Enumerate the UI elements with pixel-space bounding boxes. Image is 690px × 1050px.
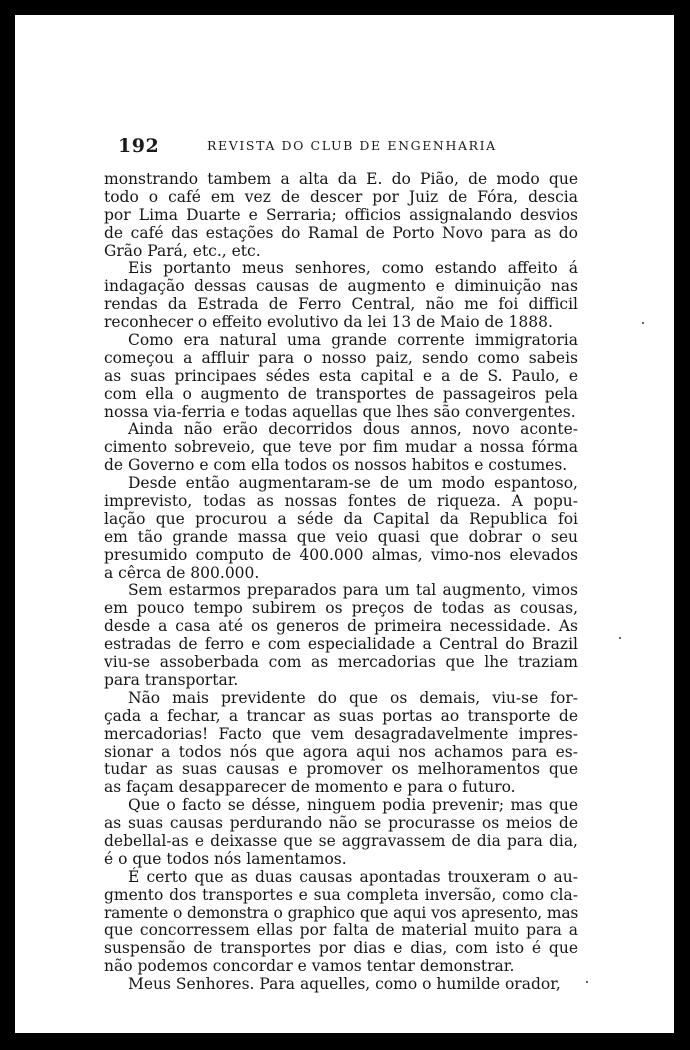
text-line: Desde então augmentaram-se de um modo espantoso, bbox=[128, 474, 578, 493]
text-line: para transportar. bbox=[104, 670, 239, 689]
text-line: com ella o augmento de transportes de passageiros pela bbox=[104, 384, 578, 403]
text-line: Meus Senhores. Para aquelles, como o humilde orador, bbox=[128, 975, 561, 994]
text-line: Sem estarmos preparados para um tal augmento, vimos bbox=[128, 581, 578, 600]
text-line: suspensão de transportes por dias e dias, com isto é que bbox=[104, 939, 578, 958]
text-line: rendas da Estrada de Ferro Central, não me foi difficil bbox=[104, 295, 578, 314]
text-line: em tão grande massa que veio quasi que dobrar o seu bbox=[104, 527, 578, 546]
text-line: por Lima Duarte e Serraria; officios assignalando desvios bbox=[104, 205, 578, 224]
text-line: as suas principaes sédes esta capital e a de S. Paulo, e bbox=[104, 366, 578, 385]
text-line: de café das estações do Ramal de Porto Novo para as do bbox=[104, 223, 578, 242]
text-line: Como era natural uma grande corrente immigratoria bbox=[128, 331, 578, 350]
page-number: 192 bbox=[118, 135, 160, 157]
text-line: as façam desapparecer de momento e para o futuro. bbox=[104, 778, 516, 797]
body-text bbox=[104, 171, 578, 994]
text-line: lação que procurou a séde da Capital da Republica foi bbox=[104, 509, 578, 528]
text-line: em pouco tempo subirem os preços de todas as cousas, bbox=[104, 599, 578, 618]
page-header bbox=[118, 135, 592, 157]
text-line: a cêrca de 800.000. bbox=[104, 563, 260, 582]
text-line: debellal-as e deixasse que se aggravassem de dia para dia, bbox=[104, 831, 578, 850]
text-line: começou a affluir para o nosso paiz, sendo como sabeis bbox=[104, 348, 578, 367]
text-line: Que o facto se désse, ninguem podia prevenir; mas que bbox=[128, 796, 578, 815]
text-line: todo o café em vez de descer por Juiz de Fóra, descia bbox=[104, 187, 578, 206]
paragraph bbox=[104, 976, 578, 994]
text-line: reconhecer o effeito evolutivo da lei 13 de Maio de 1888. bbox=[104, 313, 553, 332]
text-line: estradas de ferro e com especialidade a Central do Brazil bbox=[104, 635, 578, 654]
scan-speck bbox=[586, 981, 588, 983]
book-page bbox=[15, 15, 674, 1033]
text-line: ramente o demonstra o graphico que aqui vos apresento, mas bbox=[104, 903, 578, 922]
text-line: viu-se assoberbada com as mercadorias que lhe traziam bbox=[104, 653, 578, 672]
text-line: nossa via-ferria e todas aquellas que lhes são convergentes. bbox=[104, 402, 576, 421]
text-line: Não mais previdente do que os demais, viu-se for- bbox=[128, 688, 578, 707]
text-line: indagação dessas causas de augmento e diminuição nas bbox=[104, 277, 578, 296]
paragraph bbox=[104, 582, 578, 689]
text-line: gmento dos transportes e sua completa inversão, como cla- bbox=[104, 885, 578, 904]
text-line: Ainda não erão decorridos dous annos, novo aconte- bbox=[128, 420, 578, 439]
text-line: çada a fechar, a trancar as suas portas ao transporte de bbox=[104, 706, 578, 725]
text-line: tudar as suas causas e promover os melhoramentos que bbox=[104, 760, 578, 779]
running-title: REVISTA DO CLUB DE ENGENHARIA bbox=[207, 138, 497, 153]
text-line: mercadorias! Facto que vem desagradavelmente impres- bbox=[104, 724, 578, 743]
paragraph bbox=[104, 475, 578, 582]
scan-speck bbox=[642, 322, 644, 324]
paragraph bbox=[104, 690, 578, 797]
paragraph bbox=[104, 869, 578, 976]
paragraph bbox=[104, 421, 578, 475]
text-line: não podemos concordar e vamos tentar demonstrar. bbox=[104, 957, 515, 976]
text-line: É certo que as duas causas apontadas trouxeram o au- bbox=[128, 867, 578, 886]
paragraph bbox=[104, 171, 578, 260]
text-line: monstrando tambem a alta da E. do Pião, de modo que bbox=[104, 170, 578, 188]
text-line: que concorressem ellas por falta de material muito para a bbox=[104, 921, 578, 940]
text-line: imprevisto, todas as nossas fontes de riqueza. A popu- bbox=[104, 492, 578, 511]
text-line: as suas causas perdurando não se procurasse os meios de bbox=[104, 814, 578, 833]
paragraph bbox=[104, 332, 578, 421]
text-line: Grão Pará, etc., etc. bbox=[104, 241, 261, 260]
text-line: Eis portanto meus senhores, como estando affeito á bbox=[128, 259, 578, 278]
text-line: sionar a todos nós que agora aqui nos achamos para es- bbox=[104, 742, 578, 761]
scan-speck bbox=[619, 637, 621, 639]
paragraph bbox=[104, 797, 578, 869]
text-line: presumido computo de 400.000 almas, vimo-nos elevados bbox=[104, 545, 578, 564]
paragraph bbox=[104, 260, 578, 332]
text-line: desde a casa até os generos de primeira necessidade. As bbox=[104, 617, 578, 636]
text-line: é o que todos nós lamentamos. bbox=[104, 849, 347, 868]
text-line: de Governo e com ella todos os nossos habitos e costumes. bbox=[104, 456, 568, 475]
text-line: cimento sobreveio, que teve por fim mudar a nossa fórma bbox=[104, 438, 578, 457]
